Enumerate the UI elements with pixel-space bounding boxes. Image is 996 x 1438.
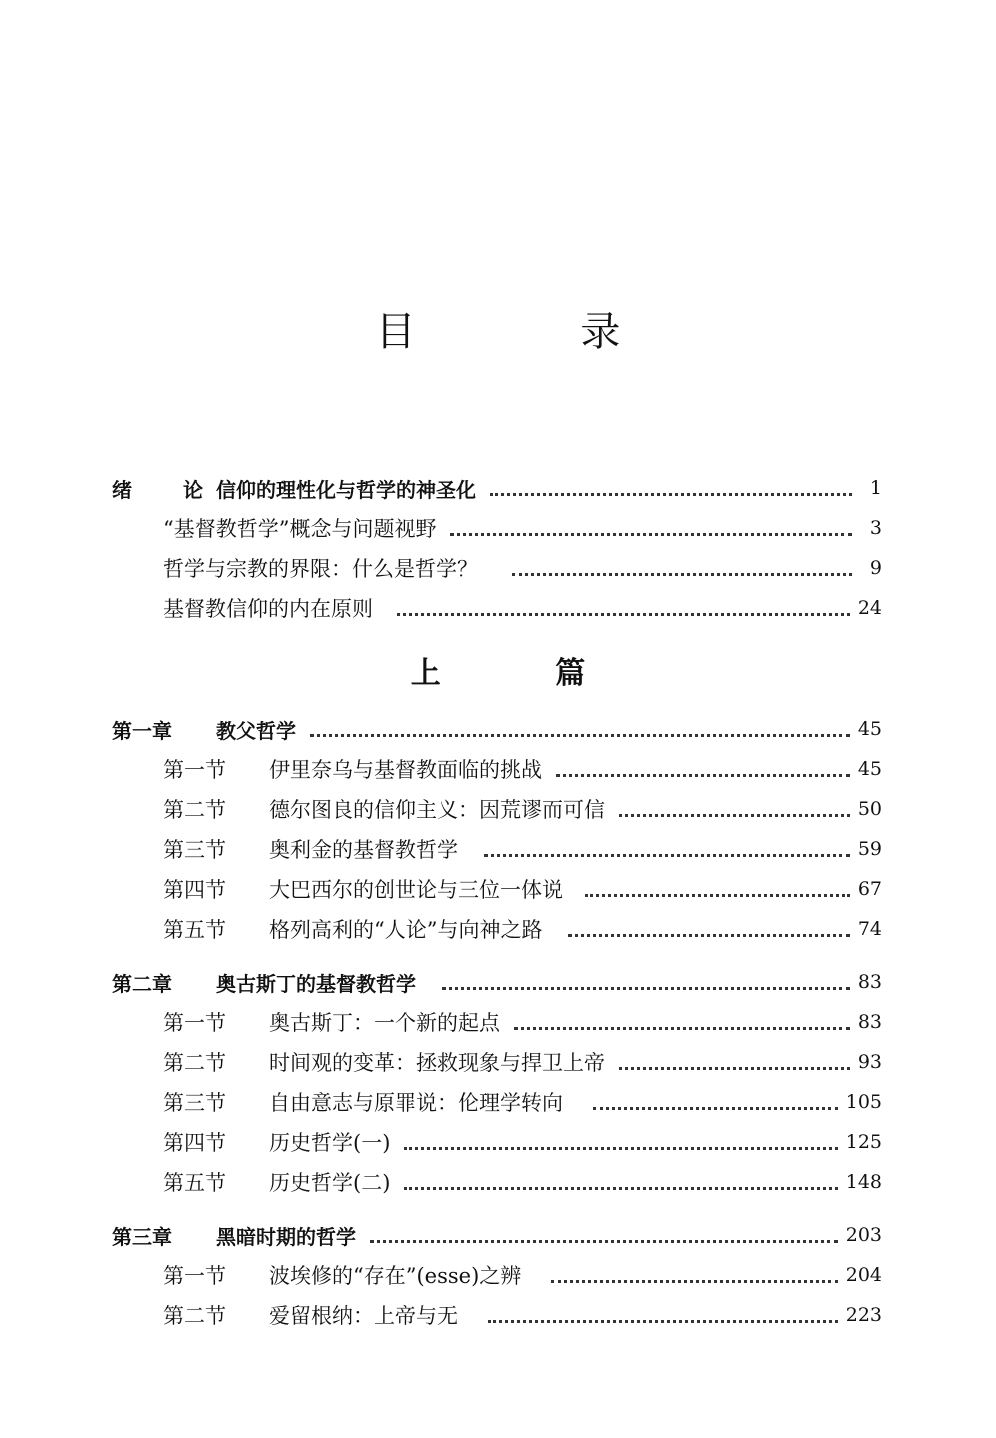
chapter-label: 第三章 (112, 1224, 172, 1249)
section-entry[interactable] (163, 1086, 882, 1118)
page-number: 50 (857, 798, 882, 820)
entry-title: “基督教哲学”概念与问题视野 (163, 517, 437, 541)
toc-entry[interactable] (163, 512, 882, 544)
leader-dots (370, 1240, 838, 1243)
section-entry[interactable] (163, 1126, 882, 1158)
intro-title: 信仰的理性化与哲学的神圣化 (216, 477, 476, 502)
page-number: 93 (857, 1051, 882, 1073)
section-entry[interactable] (163, 793, 882, 825)
leader-dots (488, 1320, 838, 1323)
toc-entry[interactable] (163, 552, 882, 584)
intro-entry[interactable] (112, 472, 882, 504)
intro-label: 绪 论 (112, 477, 225, 502)
section-title: 大巴西尔的创世论与三位一体说 (269, 878, 563, 902)
entry-title: 基督教信仰的内在原则 (163, 597, 373, 621)
chapter-entry[interactable] (112, 966, 882, 998)
page-number: 45 (857, 718, 882, 740)
leader-dots (512, 573, 852, 576)
chapter-entry[interactable] (112, 1219, 882, 1251)
leader-dots (490, 493, 852, 496)
section-entry[interactable] (163, 1006, 882, 1038)
section-entry[interactable] (163, 1046, 882, 1078)
leader-dots (450, 533, 852, 536)
section-title: 历史哲学(二) (269, 1171, 391, 1195)
section-label: 第二节 (163, 1304, 226, 1328)
section-label: 第一节 (163, 758, 226, 782)
leader-dots (593, 1107, 838, 1110)
section-title: 伊里奈乌与基督教面临的挑战 (269, 758, 542, 782)
chapter-title: 黑暗时期的哲学 (216, 1224, 356, 1249)
section-entry[interactable] (163, 833, 882, 865)
leader-dots (442, 987, 850, 990)
section-title: 格列高利的“人论”与向神之路 (269, 918, 543, 942)
page-number: 203 (845, 1224, 882, 1246)
leader-dots (484, 854, 850, 857)
leader-dots (585, 894, 850, 897)
leader-dots (404, 1187, 837, 1190)
section-entry[interactable] (163, 753, 882, 785)
page-number: 24 (857, 597, 882, 619)
page-number: 1 (869, 477, 882, 499)
chapter-title: 奥古斯丁的基督教哲学 (216, 971, 416, 996)
section-label: 第一节 (163, 1264, 226, 1288)
page-number: 45 (857, 758, 882, 780)
leader-dots (551, 1280, 837, 1283)
toc-entry[interactable] (163, 592, 882, 624)
section-label: 第二节 (163, 798, 226, 822)
section-entry[interactable] (163, 1166, 882, 1198)
section-label: 第三节 (163, 1091, 226, 1115)
page-number: 125 (845, 1131, 882, 1153)
chapter-label: 第二章 (112, 971, 172, 996)
chapter-entry[interactable] (112, 713, 882, 745)
page-number: 204 (845, 1264, 882, 1286)
section-label: 第四节 (163, 878, 226, 902)
section-label: 第四节 (163, 1131, 226, 1155)
page-number: 105 (845, 1091, 882, 1113)
section-title: 波埃修的“存在”(esse)之辨 (269, 1264, 522, 1288)
section-entry[interactable] (163, 873, 882, 905)
chapter-title: 教父哲学 (216, 718, 296, 743)
section-label: 第五节 (163, 918, 226, 942)
page-number: 3 (869, 517, 882, 539)
section-entry[interactable] (163, 913, 882, 945)
page-number: 74 (857, 918, 882, 940)
leader-dots (556, 774, 850, 777)
page-number: 83 (857, 1011, 882, 1033)
section-entry[interactable] (163, 1259, 882, 1291)
page-title: 目 录 (375, 309, 697, 355)
section-label: 第五节 (163, 1171, 226, 1195)
page-number: 223 (845, 1304, 882, 1326)
leader-dots (619, 1067, 850, 1070)
leader-dots (619, 814, 850, 817)
page-number: 9 (869, 557, 882, 579)
part-title: 上 篇 (410, 656, 638, 691)
section-entry[interactable] (163, 1299, 882, 1331)
section-title: 德尔图良的信仰主义：因荒谬而可信 (269, 798, 605, 822)
section-title: 自由意志与原罪说：伦理学转向 (269, 1091, 563, 1115)
page-number: 59 (857, 838, 882, 860)
section-label: 第一节 (163, 1011, 226, 1035)
section-title: 奥古斯丁：一个新的起点 (269, 1011, 500, 1035)
section-title: 爱留根纳：上帝与无 (269, 1304, 458, 1328)
leader-dots (310, 734, 850, 737)
entry-title: 哲学与宗教的界限：什么是哲学？ (163, 557, 478, 581)
page-number: 67 (857, 878, 882, 900)
section-title: 时间观的变革：拯救现象与捍卫上帝 (269, 1051, 605, 1075)
page-number: 148 (845, 1171, 882, 1193)
section-label: 第二节 (163, 1051, 226, 1075)
section-title: 奥利金的基督教哲学 (269, 838, 458, 862)
page-number: 83 (857, 971, 882, 993)
chapter-label: 第一章 (112, 718, 172, 743)
leader-dots (514, 1027, 850, 1030)
section-title: 历史哲学(一) (269, 1131, 391, 1155)
section-label: 第三节 (163, 838, 226, 862)
leader-dots (568, 934, 849, 937)
leader-dots (404, 1147, 837, 1150)
leader-dots (397, 613, 850, 616)
